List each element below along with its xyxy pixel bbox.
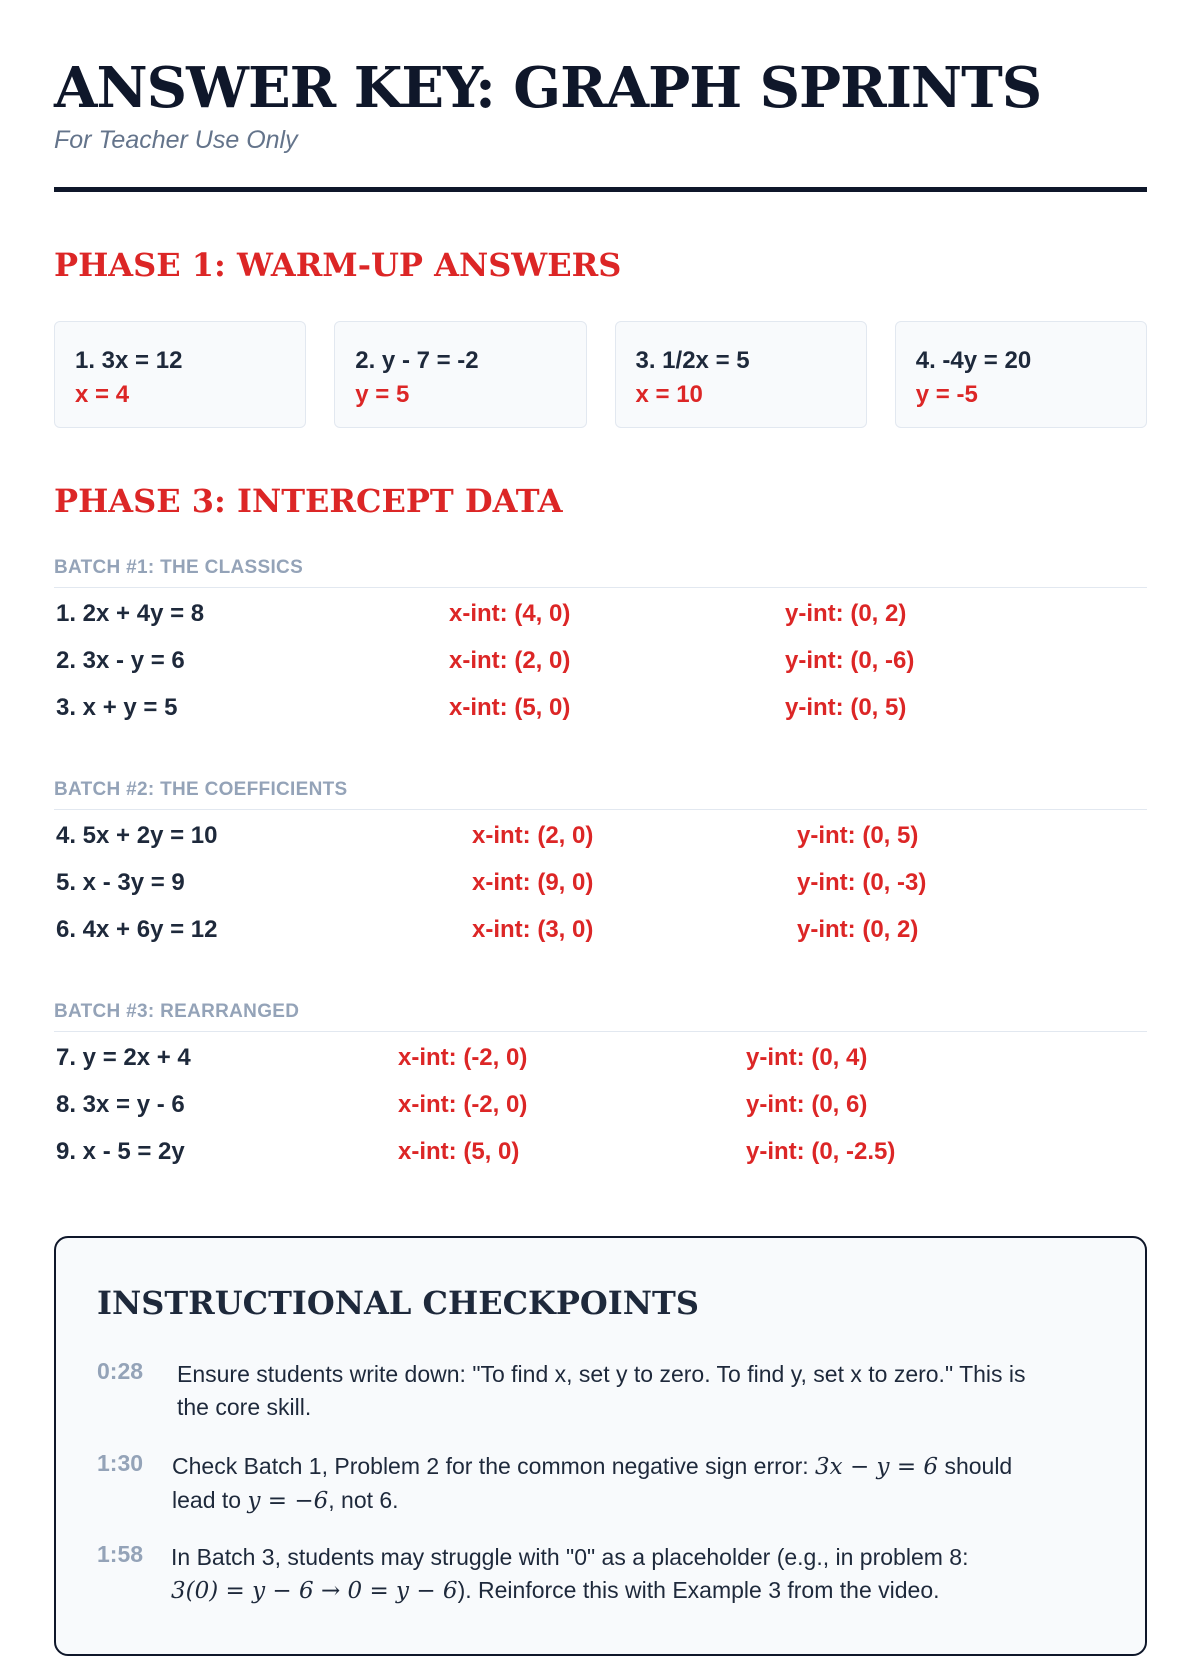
- equation: 2. 3x - y = 6: [56, 647, 185, 674]
- warmup-cards: [54, 321, 1147, 428]
- instructional-checkpoints-box: [54, 1236, 1147, 1656]
- phase1-title: PHASE 1: WARM-UP ANSWERS: [54, 246, 622, 284]
- warmup-question: 2. y - 7 = -2: [355, 347, 479, 374]
- warmup-question: 3. 1/2x = 5: [635, 347, 750, 374]
- batch-2: [54, 779, 1147, 951]
- x-intercept: x-int: (-2, 0): [398, 1091, 528, 1118]
- warmup-answer: x = 10: [635, 381, 703, 408]
- equation: 6. 4x + 6y = 12: [56, 916, 218, 943]
- batch-heading: BATCH #1: THE CLASSICS: [54, 557, 1147, 588]
- checkpoint-text-line: the core skill.: [177, 1394, 312, 1420]
- checkpoint-text: [177, 1358, 1026, 1424]
- batch-3: [54, 1001, 1147, 1173]
- warmup-answer: y = -5: [915, 381, 978, 408]
- x-intercept: x-int: (5, 0): [398, 1138, 520, 1165]
- x-intercept: x-int: (3, 0): [472, 916, 594, 943]
- intercept-row: [54, 682, 1147, 729]
- y-intercept: y-int: (0, 2): [797, 916, 919, 943]
- equation: 7. y = 2x + 4: [56, 1044, 191, 1071]
- checkpoint-text: [171, 1541, 968, 1608]
- math-expression: 3(0) = y − 6 → 0 = y − 6: [171, 1578, 458, 1604]
- equation: 9. x - 5 = 2y: [56, 1138, 185, 1165]
- x-intercept: x-int: (4, 0): [449, 600, 571, 627]
- x-intercept: x-int: (2, 0): [449, 647, 571, 674]
- y-intercept: y-int: (0, 2): [785, 600, 907, 627]
- phase3-title: PHASE 3: INTERCEPT DATA: [54, 482, 563, 520]
- intercept-row: [54, 1032, 1147, 1079]
- equation: 5. x - 3y = 9: [56, 869, 185, 896]
- y-intercept: y-int: (0, 5): [785, 694, 907, 721]
- checkpoint-text-fragment: , not 6.: [328, 1487, 399, 1513]
- equation: 1. 2x + 4y = 8: [56, 600, 205, 627]
- batch-heading: BATCH #2: THE COEFFICIENTS: [54, 779, 1147, 810]
- warmup-card: [615, 321, 867, 428]
- x-intercept: x-int: (5, 0): [449, 694, 571, 721]
- y-intercept: y-int: (0, -3): [797, 869, 927, 896]
- intercept-row: [54, 588, 1147, 635]
- y-intercept: y-int: (0, 6): [746, 1091, 868, 1118]
- batch-heading: BATCH #3: REARRANGED: [54, 1001, 1147, 1032]
- intercept-row: [54, 1126, 1147, 1173]
- page-title: ANSWER KEY: GRAPH SPRINTS: [54, 55, 1042, 121]
- x-intercept: x-int: (-2, 0): [398, 1044, 528, 1071]
- equation: 8. 3x = y - 6: [56, 1091, 185, 1118]
- intercept-row: [54, 857, 1147, 904]
- checkpoint-text-fragment: Check Batch 1, Problem 2 for the common negative sign error:: [172, 1453, 816, 1479]
- warmup-card: [334, 321, 586, 428]
- x-intercept: x-int: (9, 0): [472, 869, 594, 896]
- checkpoint-text-fragment: lead to: [172, 1487, 248, 1513]
- warmup-answer: y = 5: [355, 381, 410, 408]
- equation: 4. 5x + 2y = 10: [56, 822, 218, 849]
- warmup-answer: x = 4: [75, 381, 130, 408]
- checkpoint-text-fragment: ). Reinforce this with Example 3 from the video.: [457, 1577, 940, 1603]
- checkpoint-timestamp: 0:28: [97, 1358, 144, 1384]
- checkpoint-text: [172, 1450, 1012, 1518]
- intercept-row: [54, 904, 1147, 951]
- intercept-row: [54, 810, 1147, 857]
- intercept-row: [54, 1079, 1147, 1126]
- checkpoint-text-line: In Batch 3, students may struggle with "0" as a placeholder (e.g., in problem 8:: [171, 1544, 969, 1570]
- equation: 3. x + y = 5: [56, 694, 178, 721]
- warmup-question: 1. 3x = 12: [75, 347, 183, 374]
- checkpoint-timestamp: 1:58: [97, 1541, 144, 1567]
- warmup-question: 4. -4y = 20: [915, 347, 1032, 374]
- checkpoint-text-fragment: should: [938, 1453, 1013, 1479]
- checkpoints-title: INSTRUCTIONAL CHECKPOINTS: [97, 1284, 699, 1322]
- checkpoint-timestamp: 1:30: [97, 1450, 144, 1476]
- page-subtitle: For Teacher Use Only: [54, 126, 298, 154]
- title-divider: [54, 187, 1147, 192]
- y-intercept: y-int: (0, -2.5): [746, 1138, 896, 1165]
- batch-1: [54, 557, 1147, 729]
- y-intercept: y-int: (0, 4): [746, 1044, 868, 1071]
- y-intercept: y-int: (0, -6): [785, 647, 915, 674]
- intercept-row: [54, 635, 1147, 682]
- warmup-card: [54, 321, 306, 428]
- x-intercept: x-int: (2, 0): [472, 822, 594, 849]
- math-expression: y = −6: [247, 1488, 329, 1514]
- warmup-card: [895, 321, 1147, 428]
- y-intercept: y-int: (0, 5): [797, 822, 919, 849]
- math-expression: 3x − y = 6: [815, 1454, 939, 1480]
- checkpoint-text-line: Ensure students write down: "To find x, set y to zero. To find y, set x to zero." This is: [177, 1361, 1026, 1387]
